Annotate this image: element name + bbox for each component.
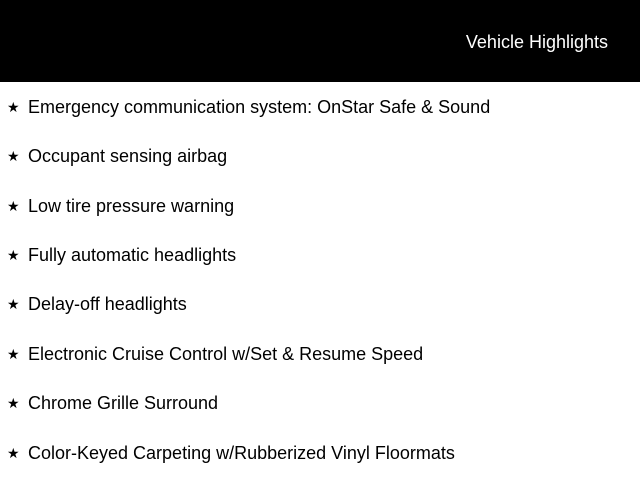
star-icon: ★ — [7, 148, 20, 164]
list-item — [0, 292, 640, 316]
star-icon: ★ — [7, 395, 20, 411]
star-icon: ★ — [7, 445, 20, 461]
star-icon: ★ — [7, 247, 20, 263]
highlight-label: Occupant sensing airbag — [28, 146, 228, 166]
list-item — [0, 144, 640, 168]
star-icon: ★ — [7, 346, 20, 362]
highlight-label: Electronic Cruise Control w/Set & Resume Speed — [28, 344, 424, 364]
star-icon: ★ — [7, 198, 20, 214]
list-item — [0, 243, 640, 267]
highlight-label: Emergency communication system: OnStar Safe & Sound — [28, 97, 491, 117]
page-title: Vehicle Highlights — [465, 32, 608, 52]
highlight-label: Low tire pressure warning — [28, 196, 235, 216]
header-bar — [0, 0, 640, 82]
highlight-label: Fully automatic headlights — [28, 245, 237, 265]
list-item — [0, 194, 640, 218]
highlight-label: Chrome Grille Surround — [28, 393, 219, 413]
list-item — [0, 391, 640, 415]
star-icon: ★ — [7, 296, 20, 312]
list-item — [0, 441, 640, 465]
list-item — [0, 95, 640, 119]
highlight-label: Delay-off headlights — [28, 294, 187, 314]
highlight-label: Color-Keyed Carpeting w/Rubberized Vinyl Floormats — [28, 443, 455, 463]
star-icon: ★ — [7, 99, 20, 115]
list-item — [0, 342, 640, 366]
